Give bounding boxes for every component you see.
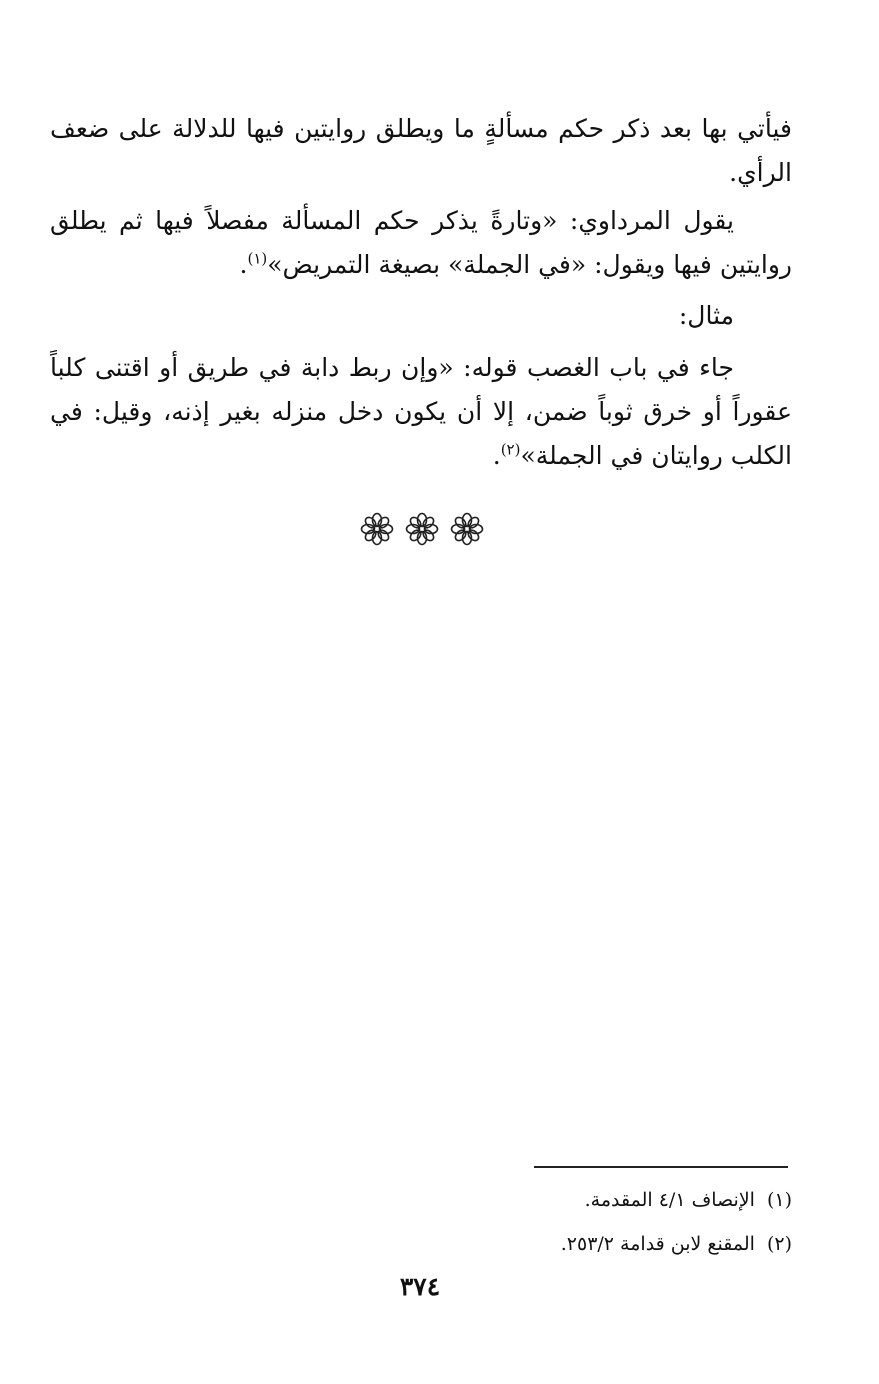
- paragraph-3: مثال:: [678, 301, 734, 330]
- footnote-ref-1: (١): [247, 249, 268, 268]
- footnote-text: الإنصاف ٤/١ المقدمة.: [584, 1189, 755, 1211]
- paragraph-2: [50, 199, 792, 287]
- main-text: [50, 107, 792, 195]
- flower-ornament-icon: [405, 512, 439, 546]
- main-text-3: [50, 294, 792, 338]
- footnote-number: (١): [766, 1189, 792, 1211]
- footnote-number: (٢): [766, 1233, 792, 1255]
- flower-ornament-icon: [360, 512, 394, 546]
- footnote-2: [440, 1222, 792, 1266]
- footnote-ref-2: (٢): [500, 440, 521, 459]
- main-text-2: [50, 199, 792, 287]
- flower-ornament-icon: [450, 512, 484, 546]
- section-ornaments: [360, 512, 484, 548]
- paragraph-2-end: .: [239, 250, 248, 279]
- paragraph-4-end: .: [492, 441, 501, 470]
- footnotes: [440, 1178, 792, 1266]
- footnote-text: المقنع لابن قدامة ٢٥٣/٢.: [560, 1233, 755, 1255]
- page-number: ٣٧٤: [399, 1272, 441, 1301]
- paragraph-4: [50, 346, 792, 478]
- main-text-4: [50, 346, 792, 478]
- footnote-1: [440, 1178, 792, 1222]
- paragraph-2-text: يقول المرداوي: «وتارةً يذكر حكم المسألة مفصلاً فيها ثم يطلق روايتين فيها ويقول: «في الجملة» بصيغة التمريض»: [50, 206, 792, 279]
- paragraph-1: فيأتي بها بعد ذكر حكم مسألةٍ ما ويطلق روايتين فيها للدلالة على ضعف الرأي.: [50, 114, 792, 187]
- footnote-separator: [534, 1166, 788, 1168]
- paragraph-4-text: جاء في باب الغصب قوله: «وإن ربط دابة في طريق أو اقتنى كلباً عقوراً أو خرق ثوباً ضمن، إلا أن يكون دخل منزله بغير إذنه، وقيل: في الكلب روايتان في الجملة»: [50, 353, 792, 470]
